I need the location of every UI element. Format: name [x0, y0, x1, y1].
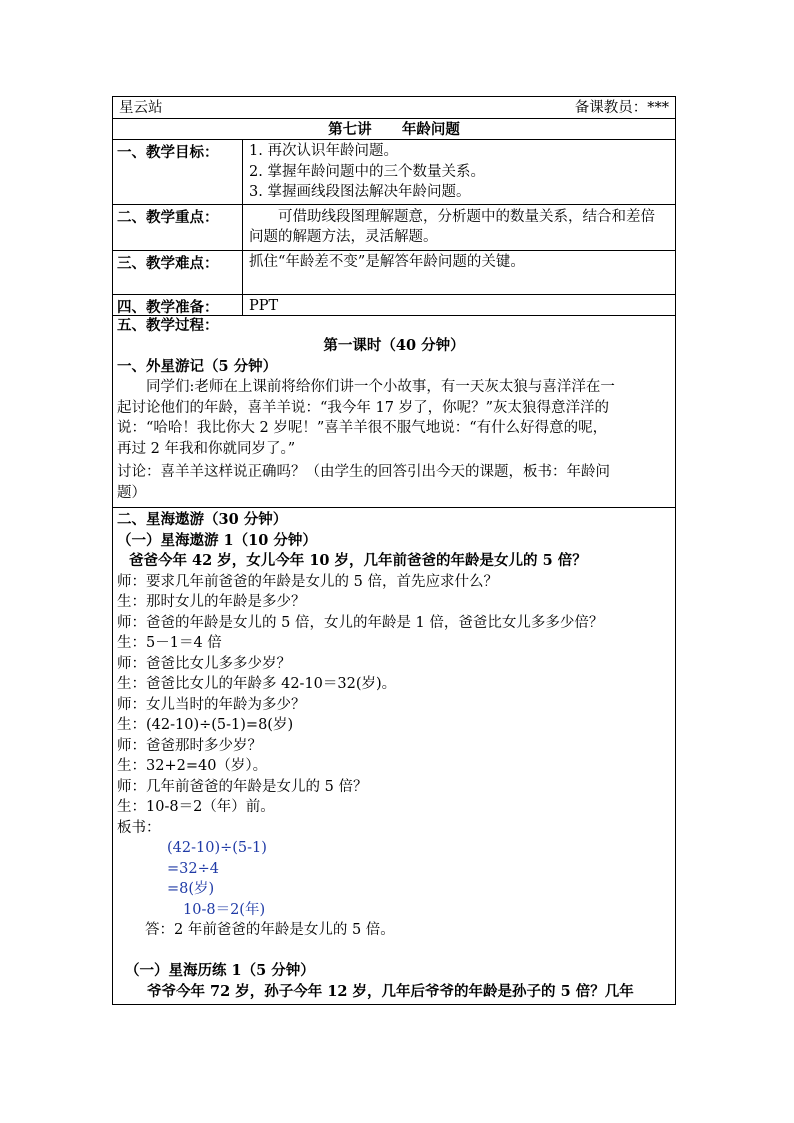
lesson-title: 第七讲 年龄问题: [328, 121, 460, 138]
discussion-line: 题）: [117, 484, 146, 501]
lesson-period-title: 第一课时（40 分钟）: [323, 337, 465, 354]
difficulties-label: 三、教学难点：: [113, 251, 243, 294]
board-line: (42-10)÷(5-1): [167, 840, 267, 856]
key-points-label: 二、教学重点：: [113, 205, 243, 250]
objective-item: 3. 掌握画线段图法解决年龄问题。: [249, 184, 471, 200]
teacher-label: 备课教员：***: [574, 100, 669, 116]
story-line: 同学们:老师在上课前将给你们讲一个小故事，有一天灰太狼与喜洋洋在一: [146, 379, 615, 395]
dialogue-line: 师：女儿当时的年龄为多少？: [117, 696, 306, 713]
board-label: 板书：: [117, 819, 161, 836]
lesson-plan-table: [112, 96, 676, 1005]
key-points-row: [113, 205, 675, 251]
story-line: 起讨论他们的年龄，喜羊羊说：“我今年 17 岁了，你呢？”灰太狼得意洋洋的: [117, 399, 609, 416]
part2-row: [113, 508, 675, 1004]
board-line: =8(岁): [167, 881, 215, 897]
dialogue-line: 生：5－1＝4 倍: [117, 635, 222, 651]
process-label: 五、教学过程：: [117, 316, 219, 334]
discussion-line: 讨论：喜羊羊这样说正确吗？（由学生的回答引出今天的课题，板书：年龄问: [117, 464, 610, 480]
header-row: [113, 97, 675, 119]
answer-text: 答：2 年前爸爸的年龄是女儿的 5 倍。: [145, 922, 395, 938]
process-row: [113, 316, 675, 509]
dialogue-line: 生：那时女儿的年龄是多少？: [117, 594, 306, 610]
dialogue-line: 生：爸爸比女儿的年龄多 42-10＝32(岁)。: [117, 676, 397, 692]
dialogue-line: 生：32+2=40（岁）。: [117, 758, 268, 774]
dialogue-line: 生：10-8＝2（年）前。: [117, 799, 275, 815]
practice-title: （一）星海历练 1（5 分钟）: [125, 962, 315, 979]
difficulties-text: 抓住“年龄差不变”是解答年龄问题的关键。: [249, 253, 525, 270]
story-line: 说：“哈哈！我比你大 2 岁呢！”喜羊羊很不服气地说：“有什么好得意的呢，: [117, 420, 608, 436]
objectives-label: 一、教学目标：: [113, 140, 243, 204]
part2-title: 二、星海遨游（30 分钟）: [117, 511, 288, 528]
objective-item: 2. 掌握年龄问题中的三个数量关系。: [249, 163, 485, 180]
key-points-text: 可借助线段图理解题意，分析题中的数量关系，结合和差倍问题的解题方法，灵活解题。: [249, 208, 655, 245]
dialogue-line: 师：爸爸的年龄是女儿的 5 倍，女儿的年龄是 1 倍，爸爸比女儿多多少倍？: [117, 614, 604, 631]
preparation-text: PPT: [249, 297, 279, 314]
board-line: =32÷4: [167, 860, 219, 877]
story-line: 再过 2 年我和你就同岁了。”: [117, 440, 296, 457]
objectives-row: [113, 140, 675, 205]
lesson-title-row: [113, 119, 675, 140]
preparation-row: [113, 295, 675, 316]
practice-problem: 爷爷今年 72 岁，孙子今年 12 岁，几年后爷爷的年龄是孙子的 5 倍？几年: [147, 982, 634, 1000]
difficulties-row: [113, 251, 675, 295]
dialogue-line: 生：(42-10)÷(5-1)=8(岁): [117, 717, 294, 733]
blank-line: [117, 941, 671, 962]
problem-text: 爸爸今年 42 岁，女儿今年 10 岁，几年前爸爸的年龄是女儿的 5 倍？: [129, 552, 587, 569]
board-line: 10-8＝2(年): [183, 901, 266, 918]
dialogue-line: 师：爸爸那时多少岁？: [117, 737, 262, 754]
dialogue-line: 师：几年前爸爸的年龄是女儿的 5 倍？: [117, 778, 368, 795]
preparation-label: 四、教学准备：: [113, 295, 243, 315]
dialogue-line: 师：爸爸比女儿多多少岁？: [117, 655, 291, 672]
part1-title: 一、外星游记（5 分钟）: [117, 357, 278, 375]
station-name: 星云站: [119, 100, 163, 116]
dialogue-line: 师：要求几年前爸爸的年龄是女儿的 5 倍，首先应求什么？: [117, 573, 498, 590]
sub1-title: （一）星海遨游 1（10 分钟）: [117, 531, 317, 549]
objectives-list: [243, 140, 675, 204]
objective-item: 1. 再次认识年龄问题。: [249, 143, 398, 159]
